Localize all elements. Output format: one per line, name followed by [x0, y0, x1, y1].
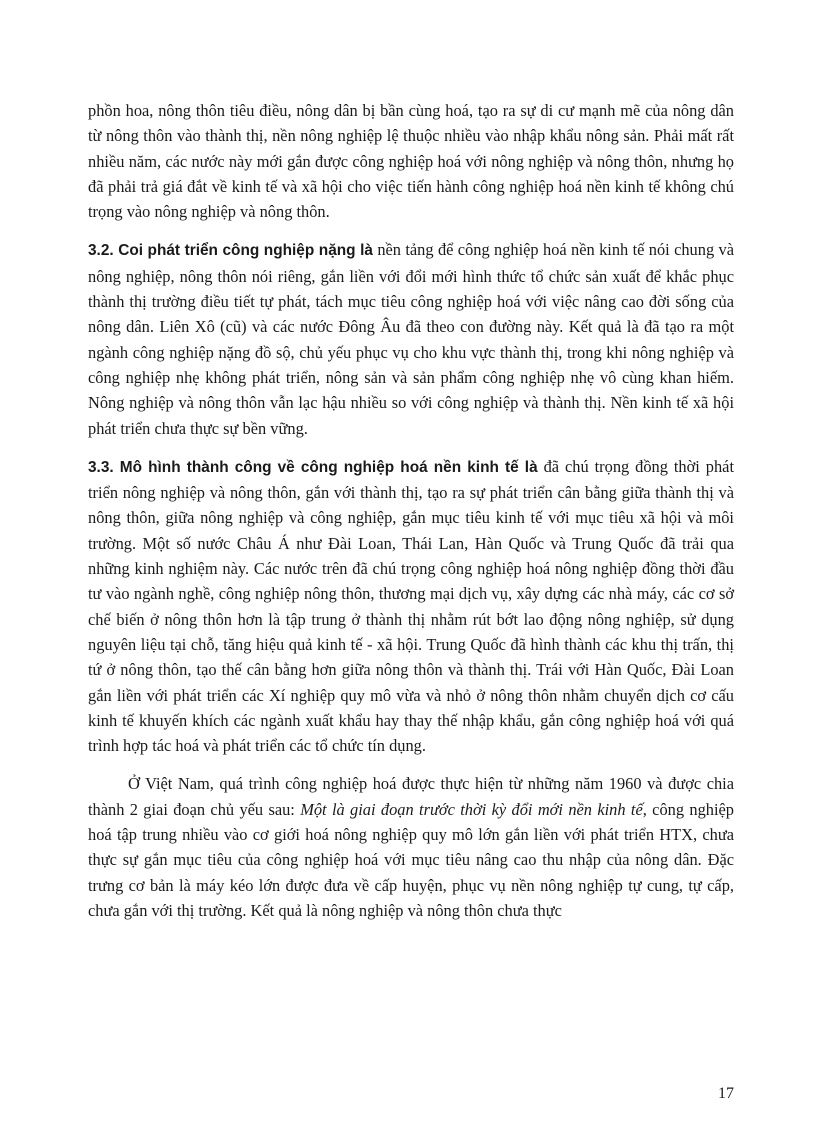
section-3-3-text: đã chú trọng đồng thời phát triển nông nghiệp và nông thôn, gắn với thành thị, tạo ra sự phát triển cân bằng giữa thành thị và nông thôn, giữa nông nghiệp và công nghiệp, gắn mục tiêu kinh tế với mục tiêu xã hội và môi trường. Một số nước Châu Á như Đài Loan, Thái Lan, Hàn Quốc và Trung Quốc đã trải qua những kinh nghiệm này. Các nước trên đã chú trọng công nghiệp hoá nông nghiệp đồng thời đầu tư vào ngành nghề, công nghiệp nông thôn, thương mại dịch vụ, xây dựng các nhà máy, các cơ sở chế biến ở nông thôn hơn là tập trung ở thành thị nhằm rút bớt lao động nông nghiệp, sử dụng nguyên liệu tại chỗ, tăng hiệu quả kinh tế - xã hội. Trung Quốc đã hình thành các khu thị trấn, thị tứ ở nông thôn, tạo thế cân bằng hơn giữa nông thôn và thành thị. Trái với Hàn Quốc, Đài Loan gắn liền với phát triển các Xí nghiệp quy mô vừa và nhỏ ở nông thôn nhằm chuyển dịch cơ cấu kinh tế khuyến khích các ngành xuất khẩu hay thay thế nhập khẩu, gắn công nghiệp hoá với quá trình hợp tác hoá và phát triển các tổ chức tín dụng.: [88, 456, 734, 756]
vietnam-text-before: Ở Việt Nam, quá trình công nghiệp hoá được thực hiện từ những năm 1960 và được chia thành 2 giai đoạn chủ yếu sau:: [88, 774, 734, 819]
paragraph-section-3-2: [88, 237, 734, 440]
paragraph-1: [88, 98, 734, 224]
paragraph-vietnam: [88, 771, 734, 923]
paragraph-section-3-3: [88, 454, 734, 759]
section-3-2-text: nền tảng để công nghiệp hoá nền kinh tế nói chung và nông nghiệp, nông thôn nói riêng, gắn liền với đổi mới hình thức tổ chức sản xuất để khắc phục thành thị trường điều tiết tự phát, tách mục tiêu công nghiệp hoá với việc nâng cao đời sống của nông dân. Liên Xô (cũ) và các nước Đông Âu đã theo con đường này. Kết quả là đã tạo ra một ngành công nghiệp nặng đồ sộ, chủ yếu phục vụ cho khu vực thành thị, trong khi nông nghiệp và công nghiệp nhẹ không phát triển, nông sản và sản phẩm công nghiệp nhẹ vô cùng khan hiếm. Nông nghiệp và nông thôn vẫn lạc hậu nhiều so với công nghiệp và thành thị. Nền kinh tế xã hội phát triển chưa thực sự bền vững.: [88, 240, 734, 438]
paragraph-1-text: phồn hoa, nông thôn tiêu điều, nông dân bị bần cùng hoá, tạo ra sự di cư mạnh mẽ của nông dân từ nông thôn vào thành thị, nền nông nghiệp lệ thuộc nhiều vào nhập khẩu nông sản. Phải mất rất nhiều năm, các nước này mới gắn được công nghiệp hoá với nông nghiệp và nông thôn, nhưng họ đã phải trả giá đắt về kinh tế và xã hội cho việc tiến hành công nghiệp hoá nền kinh tế không chú trọng vào nông nghiệp và nông thôn.: [88, 101, 734, 222]
section-3-3-heading: 3.3. Mô hình thành công về công nghiệp hoá nền kinh tế là: [88, 458, 538, 476]
document-body: [88, 98, 734, 936]
vietnam-text-after: , công nghiệp hoá tập trung nhiều vào cơ giới hoá nông nghiệp quy mô lớn gắn liền với phát triển HTX, chưa thực sự gắn mục tiêu của công nghiệp hoá với mục tiêu nâng cao thu nhập của nông dân. Đặc trưng cơ bản là máy kéo lớn được đưa về cấp huyện, phục vụ nền nông nghiệp tự cung, tự cấp, chưa gắn với thị trường. Kết quả là nông nghiệp và nông thôn chưa thực: [88, 799, 734, 920]
vietnam-text-italic: Một là giai đoạn trước thời kỳ đổi mới nền kinh tế: [300, 799, 643, 819]
section-3-2-heading: 3.2. Coi phát triển công nghiệp nặng là: [88, 242, 373, 260]
page-number: 17: [718, 1085, 734, 1102]
